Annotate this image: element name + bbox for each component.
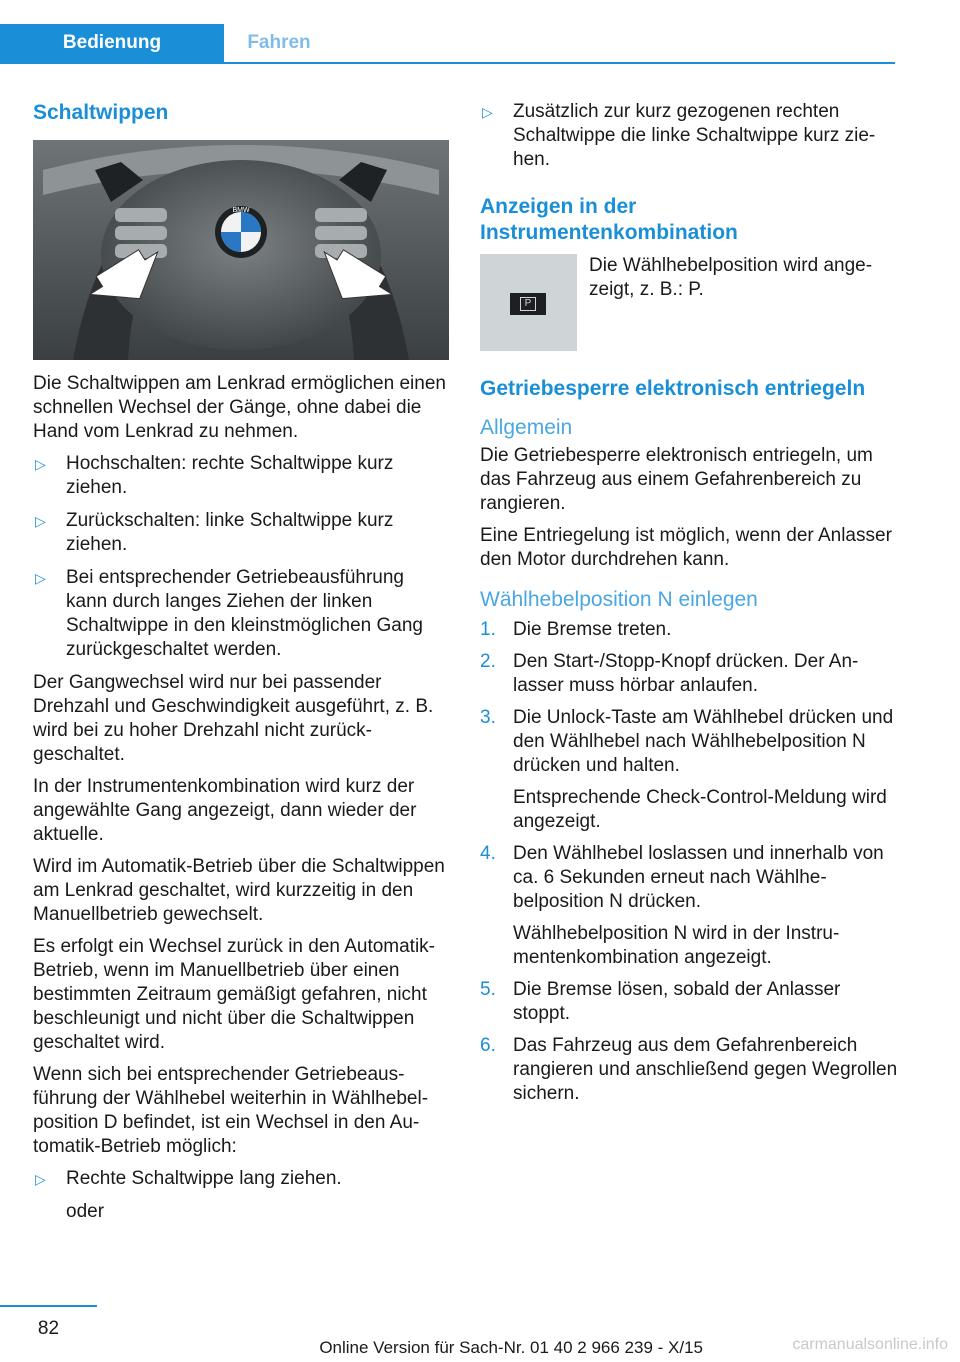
gear-display-image (480, 254, 577, 351)
steering-wheel-figure (33, 140, 449, 360)
step-item: 2. Den Start-/Stopp-Knopf drücken. Der Anlasser muss hörbar anlaufen. (480, 651, 859, 696)
step-item: 6. Das Fahrzeug aus dem Gefahrenbereich rangieren und anschließend gegen Wegrollen sichern. (480, 1035, 898, 1104)
subheading-allgemein: Allgemein (480, 416, 573, 439)
triangle-bullet-icon: ▷ (35, 1171, 46, 1187)
step-item: 4. Den Wählhebel loslassen und innerhalb von ca. 6 Sekunden erneut nach Wählhebelposition N drücken. (480, 843, 884, 912)
section-heading-getriebesperre: Getriebesperre elektronisch entriegeln (480, 377, 866, 400)
gear-indicator (510, 293, 546, 315)
step-item: 3. Die Unlock-Taste am Wählhebel drücken und den Wählhebel nach Wählhebelposition N drücken und halten. (480, 707, 894, 776)
body-paragraph: Eine Entriegelung ist möglich, wenn der Anlasser den Motor durchdrehen kann. (480, 525, 892, 570)
tab-bedienung[interactable]: Bedienung (0, 24, 224, 62)
step-note: Wählhebelposition N wird in der Instrumentenkombination angezeigt. (513, 923, 840, 968)
watermark: carmanualsonline.info (792, 1336, 948, 1353)
body-paragraph: Wenn sich bei entsprechender Getriebeausführung der Wählhebel weiterhin in Wählhebelposition D befindet, ist ein Wechsel in den Automatik-Betrieb möglich: (33, 1064, 429, 1157)
step-note: Entsprechende Check-Control-Meldung wird angezeigt. (513, 787, 887, 832)
triangle-bullet-icon: ▷ (35, 570, 46, 586)
section-heading-schaltwippen: Schaltwippen (33, 101, 169, 124)
bmw-logo-text: BMW (232, 207, 250, 214)
body-paragraph: Wird im Automatik-Betrieb über die Schaltwippen am Lenkrad geschaltet, wird kurzzeitig in den Manuellbetrieb gewechselt. (33, 856, 445, 925)
triangle-bullet-icon: ▷ (35, 456, 46, 472)
triangle-bullet-icon: ▷ (35, 513, 46, 529)
steering-wheel-illustration (33, 140, 449, 360)
left-column (33, 100, 449, 1232)
chapter-tabs (0, 24, 895, 64)
step-item: 1. Die Bremse treten. (480, 619, 672, 640)
list-item: ▷ Rechte Schaltwippe lang ziehen. (35, 1168, 342, 1189)
page-number: 82 (37, 1318, 60, 1339)
step-item: 5. Die Bremse lösen, sobald der Anlasser stoppt. (480, 979, 841, 1024)
list-item: ▷ Bei entsprechender Getriebeausführung kann durch langes Ziehen der linken Schaltwippe in den kleinstmöglichen Gang zurückgeschaltet werden. (35, 567, 423, 660)
intro-paragraph: Die Schaltwippen am Lenkrad ermöglichen einen schnellen Wechsel der Gänge, ohne dabei die Hand vom Lenkrad zu nehmen. (33, 373, 446, 442)
gear-display-example (480, 254, 900, 354)
list-item: ▷ Zusätzlich zur kurz gezogenen rechten Schaltwippe die linke Schaltwippe kurz ziehen. (482, 101, 876, 170)
right-column (480, 100, 900, 1114)
footer-rule (0, 1305, 97, 1307)
oder-text: oder (66, 1201, 105, 1222)
gear-letter: P (520, 297, 536, 311)
online-version-text: Online Version für Sach-Nr. 01 40 2 966 239 - X/15 (319, 1338, 703, 1357)
body-paragraph: Die Getriebesperre elektronisch entriegeln, um das Fahrzeug aus einem Gefahrenbereich zu rangieren. (480, 445, 873, 514)
body-paragraph: Es erfolgt ein Wechsel zurück in den Automatik-Betrieb, wenn im Manuellbetrieb über einen bestimmten Zeitraum gemäßigt gefahren, nicht beschleunigt und nicht über die Schaltwippen geschaltet wird. (33, 936, 436, 1053)
tab-fahren[interactable]: Fahren (247, 32, 311, 53)
list-item: ▷ Hochschalten: rechte Schaltwippe kurz ziehen. (35, 453, 394, 498)
subheading-n-einlegen: Wählhebelposition N einlegen (480, 588, 758, 611)
list-item: ▷ Zurückschalten: linke Schaltwippe kurz ziehen. (35, 510, 394, 555)
triangle-bullet-icon: ▷ (482, 104, 493, 120)
section-heading-anzeigen: Anzeigen in der Instrumentenkombination (480, 195, 738, 244)
body-paragraph: In der Instrumentenkombination wird kurz der angewählte Gang angezeigt, dann wieder der aktuelle. (33, 776, 417, 845)
body-paragraph: Der Gangwechsel wird nur bei passender Drehzahl und Geschwindigkeit ausgeführt, z. B. wird bei zu hoher Drehzahl nicht zurückgeschaltet. (33, 672, 434, 765)
gear-display-text: Die Wählhebelposition wird angezeigt, z. B.: P. (589, 255, 873, 300)
